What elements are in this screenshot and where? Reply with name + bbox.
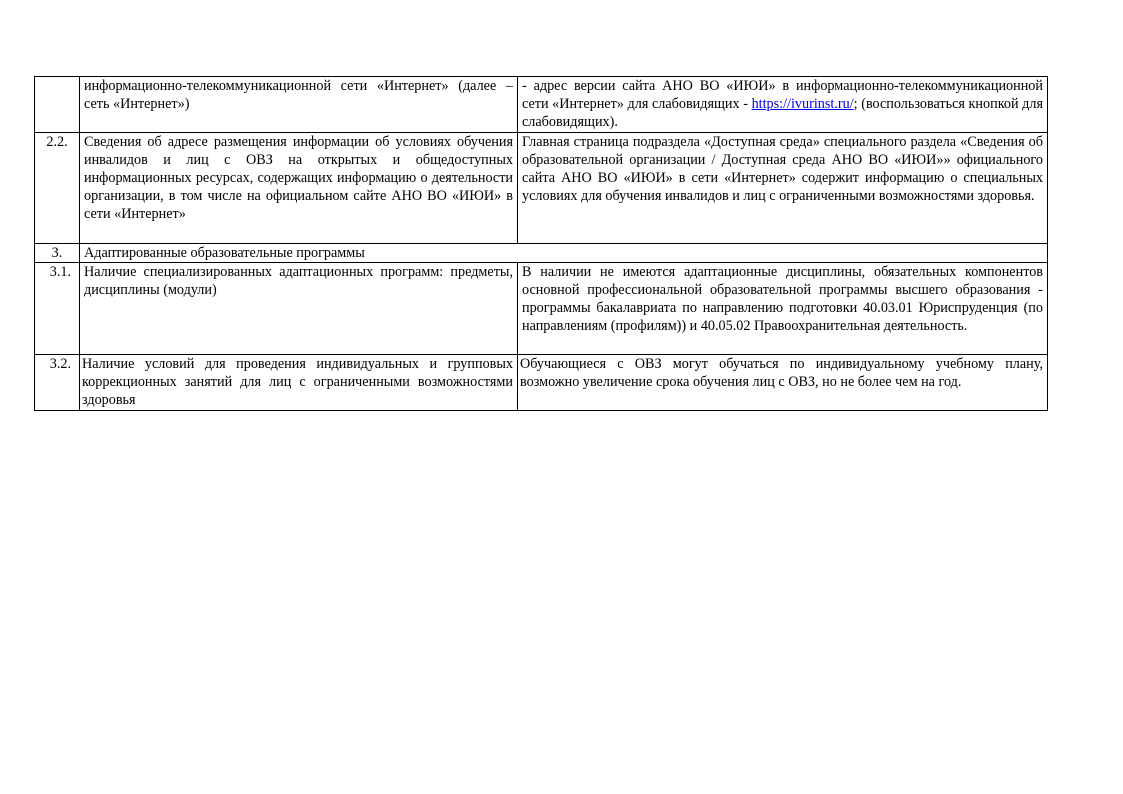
row-number-cell: 3.2. bbox=[35, 355, 80, 411]
requirements-table bbox=[34, 76, 1048, 411]
row-description-cell: Наличие условий для проведения индивидуальных и групповых коррекционных занятий для лиц с ограниченными возможностями здоровья bbox=[80, 355, 518, 411]
table-row bbox=[35, 133, 1048, 244]
row-description-cell: Сведения об адресе размещения информации об условиях обучения инвалидов и лиц с ОВЗ на открытых и общедоступных информационных ресурсах, содержащих информацию о деятельности организации, в том числе на официальном сайте АНО ВО «ИЮИ» в сети «Интернет» bbox=[80, 133, 518, 244]
table-row bbox=[35, 244, 1048, 263]
row-info-cell: Обучающиеся с ОВЗ могут обучаться по индивидуальному учебному плану, возможно увеличение срока обучения лиц с ОВЗ, но не более чем на год. bbox=[518, 355, 1048, 411]
row-description-cell: информационно-телекоммуникационной сети «Интернет» (далее – сеть «Интернет») bbox=[80, 77, 518, 133]
info-text-after: ; (воспользоваться кнопкой для слабовидящих). bbox=[522, 96, 1043, 130]
row-number-cell: 2.2. bbox=[35, 133, 80, 244]
website-link[interactable]: https://ivurinst.ru/ bbox=[751, 96, 854, 112]
row-description-cell: Наличие специализированных адаптационных программ: предметы, дисциплины (модули) bbox=[80, 263, 518, 355]
section-title-cell: Адаптированные образовательные программы bbox=[80, 244, 1048, 263]
row-info-cell: В наличии не имеются адаптационные дисциплины, обязательных компонентов основной профессиональной образовательной программы высшего образования - программы бакалавриата по направлению подготовки 40.03.01 Юриспруденция (по направлениям (профилям)) и 40.05.02 Правоохранительная деятельность. bbox=[518, 263, 1048, 355]
row-number-cell: 3.1. bbox=[35, 263, 80, 355]
table-row bbox=[35, 77, 1048, 133]
table-row bbox=[35, 355, 1048, 411]
row-info-cell bbox=[518, 77, 1048, 133]
row-number-cell bbox=[35, 77, 80, 133]
row-info-cell: Главная страница подраздела «Доступная среда» специального раздела «Сведения об образовательной организации / Доступная среда АНО ВО «ИЮИ»» официального сайта АНО ВО «ИЮИ» в сети «Интернет» содержит информацию о специальных условиях для обучения инвалидов и лиц с ограниченными возможностями здоровья. bbox=[518, 133, 1048, 244]
section-number-cell: 3. bbox=[35, 244, 80, 263]
table-row bbox=[35, 263, 1048, 355]
info-text: - адрес версии сайта АНО ВО «ИЮИ» в информационно-телекоммуникационной сети «Интернет» для слабовидящих - bbox=[522, 78, 1043, 112]
